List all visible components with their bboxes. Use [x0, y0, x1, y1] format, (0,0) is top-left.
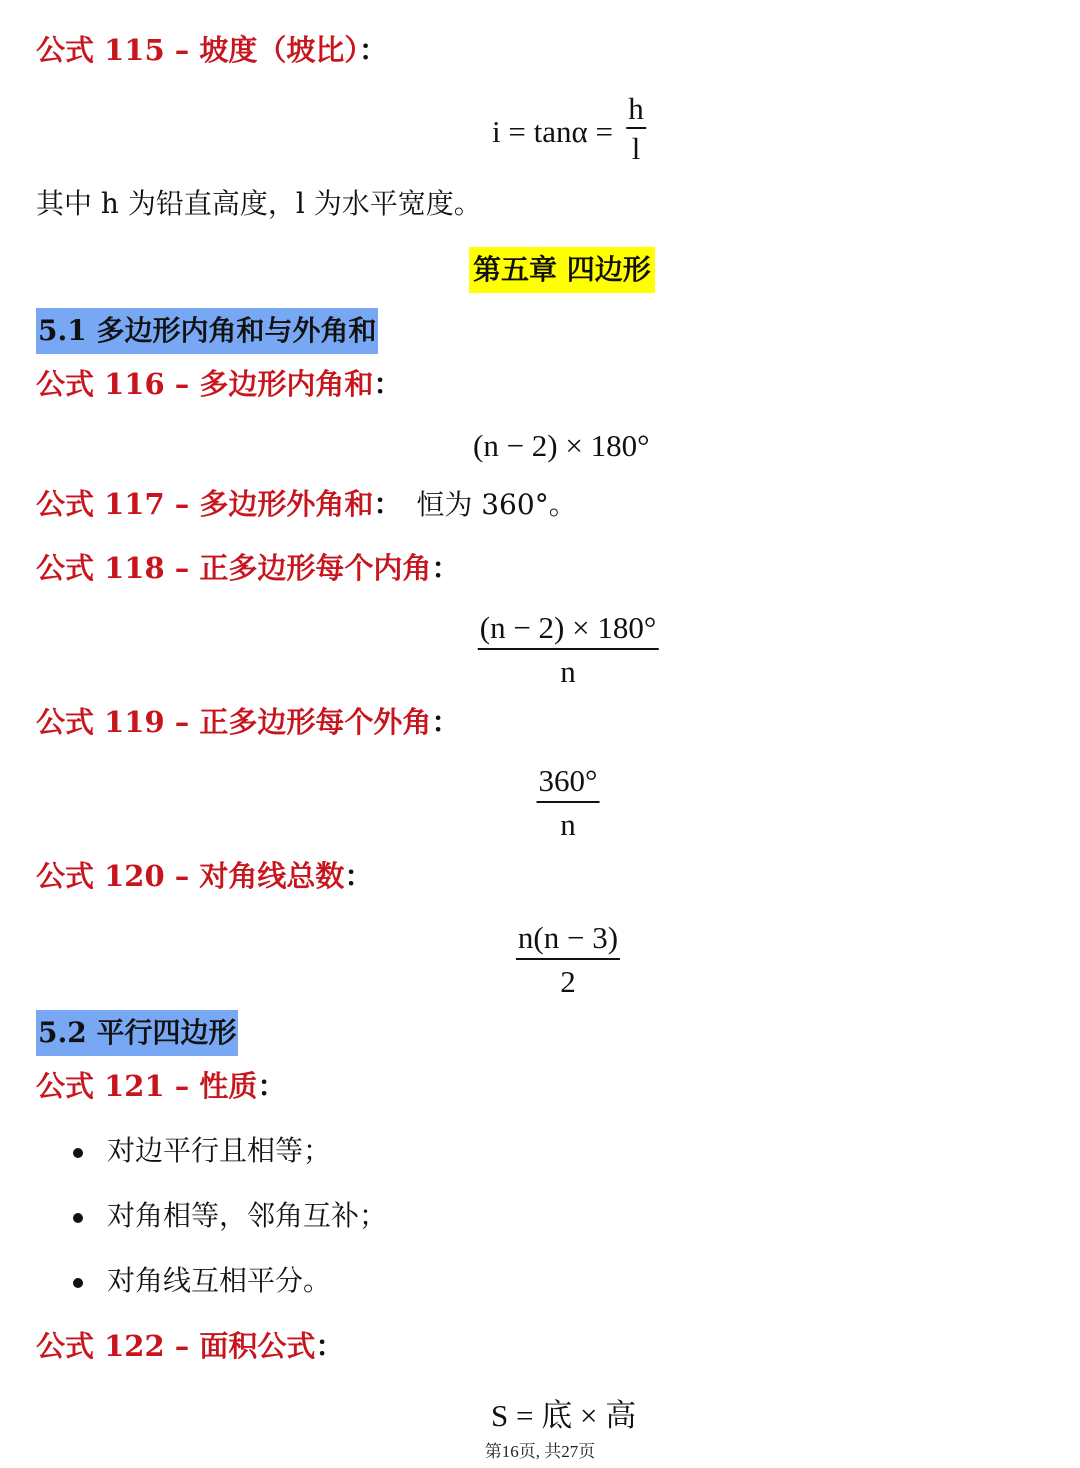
- formula-115-lhs: i = tanα =: [492, 114, 613, 149]
- formula-119-fraction: [537, 761, 600, 845]
- formula-115-numerator: h: [628, 91, 644, 126]
- formula-119-denominator: n: [560, 807, 576, 842]
- formula-118-fraction: [478, 608, 659, 692]
- formula-115-title: 公式 115 – 坡度（坡比）: [36, 33, 359, 67]
- formula-119-colon: ：: [431, 705, 461, 739]
- formula-115-colon: ：: [358, 33, 388, 67]
- formula-116-colon: ：: [373, 367, 403, 401]
- formula-117-heading: [36, 484, 577, 525]
- formula-115-heading: [36, 30, 388, 70]
- formula-122-heading: [36, 1326, 344, 1366]
- formula-119-title: 公式 119 – 正多边形每个外角: [36, 705, 432, 739]
- formula-121-title: 公式 121 – 性质: [36, 1069, 258, 1103]
- formula-120-heading: [36, 856, 373, 896]
- formula-120-numerator: n(n − 3): [517, 920, 619, 955]
- formula-122-title: 公式 122 – 面积公式: [36, 1329, 316, 1363]
- section-5-1-title: 5.1 多边形内角和与外角和: [36, 308, 378, 354]
- formula-117-colon: ：: [373, 487, 403, 521]
- section-5-2-title: 5.2 平行四边形: [36, 1010, 238, 1056]
- chapter-title: 第五章 四边形: [469, 247, 655, 293]
- formula-115-fraction: [626, 91, 646, 167]
- formula-119-heading: [36, 702, 460, 742]
- formula-117-title: 公式 117 – 多边形外角和: [36, 487, 374, 521]
- formula-120-denominator: 2: [560, 964, 576, 999]
- property-item: 对角相等，邻角互补；: [107, 1199, 388, 1232]
- bullet-icon: [73, 1278, 83, 1288]
- bullet-icon: [73, 1213, 83, 1223]
- formula-122-colon: ：: [315, 1329, 345, 1363]
- formula-122-expression: S = 底 × 高: [491, 1398, 637, 1433]
- property-item: 对边平行且相等；: [107, 1134, 332, 1167]
- page-footer: 第16页, 共27页: [484, 1442, 596, 1461]
- property-item: 对角线互相平分。: [107, 1264, 332, 1297]
- formula-115-note: 其中 h 为铅直高度，l 为水平宽度。: [36, 187, 482, 220]
- formula-118-colon: ：: [431, 551, 461, 585]
- formula-116-heading: [36, 364, 402, 404]
- formula-120-title: 公式 120 – 对角线总数: [36, 859, 345, 893]
- formula-119-numerator: 360°: [538, 763, 598, 798]
- formula-121-heading: [36, 1066, 286, 1106]
- formula-118-title: 公式 118 – 正多边形每个内角: [36, 551, 432, 585]
- formula-121-colon: ：: [257, 1069, 287, 1103]
- formula-120-colon: ：: [344, 859, 374, 893]
- formula-118-heading: [36, 548, 460, 588]
- formula-116-title: 公式 116 – 多边形内角和: [36, 367, 374, 401]
- formula-115-denominator: l: [631, 131, 641, 166]
- bullet-icon: [73, 1148, 83, 1158]
- formula-117-text: 恒为 360°。: [416, 488, 577, 521]
- formula-118-numerator: (n − 2) × 180°: [479, 610, 657, 645]
- formula-118-denominator: n: [560, 654, 576, 689]
- formula-116-expression: (n − 2) × 180°: [473, 428, 650, 463]
- formula-120-fraction: [516, 918, 620, 1002]
